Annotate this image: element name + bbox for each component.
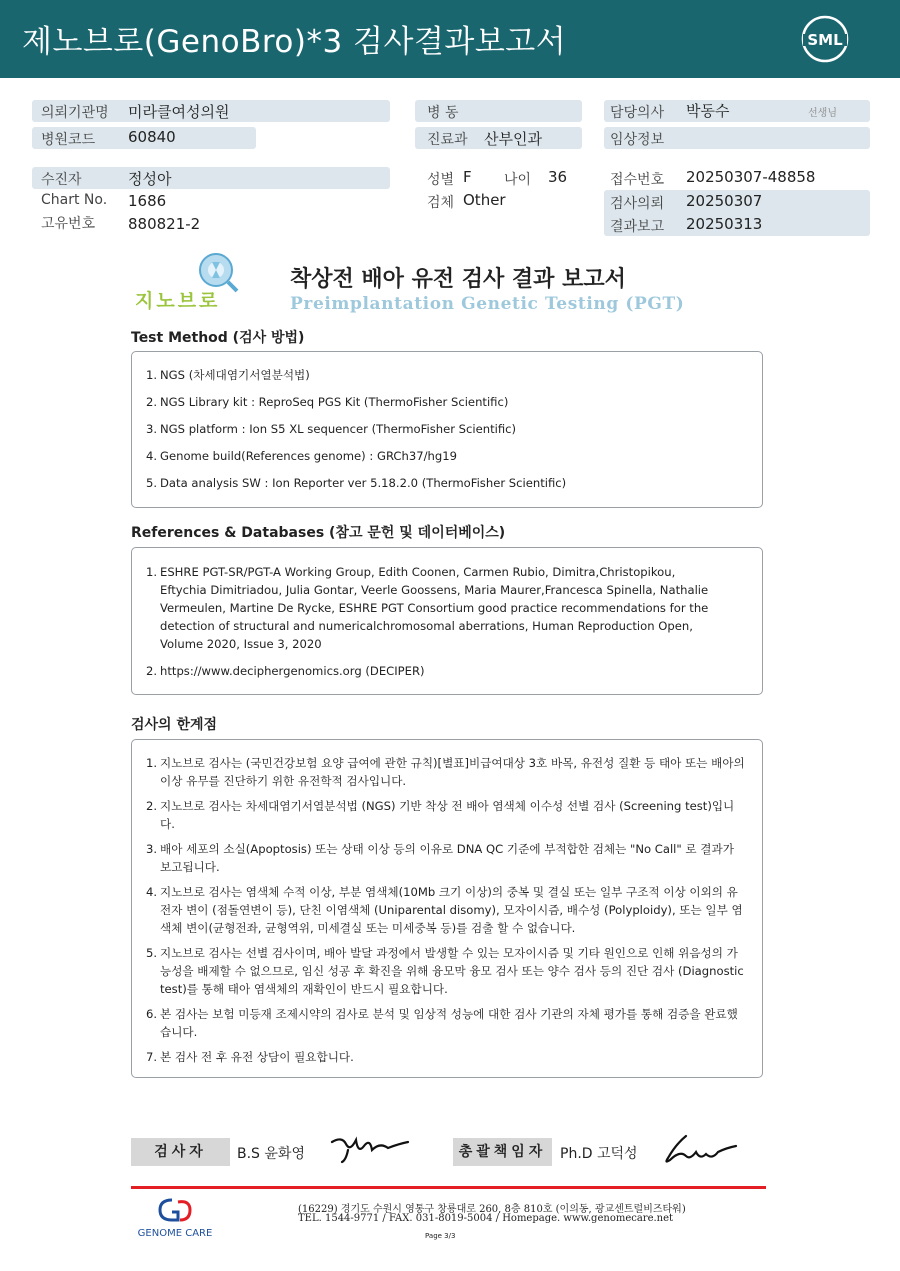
receipt-label: 접수번호: [610, 172, 665, 188]
list-item: 1. ESHRE PGT-SR/PGT-A Working Group, Edith Coonen, Carmen Rubio, Dimitra,Christopikou, Eftychia Dimitriadou, Julia Gontar, Veerle Goossens, Maria Maurer,Francesca Spinella, Nathalie Vermeulen, Martine De Rycke, ESHRE PGT Consortium good practice recommendations for the detection of structural and numericalchromosomal aberrations, Human Reproduction Open, Volume 2020, Issue 3, 2020: [146, 565, 709, 651]
svg-text:GENOME CARE: GENOME CARE: [137, 1228, 213, 1239]
page-number: Page 3/3: [425, 1232, 456, 1240]
specimen-label: 검체: [427, 195, 455, 211]
sml-logo-icon: [800, 14, 850, 64]
sex-label: 성별: [427, 172, 455, 188]
footer-divider: [131, 1186, 766, 1189]
list-item: 7. 본 검사 전 후 유전 상담이 필요합니다.: [146, 1050, 354, 1064]
chart-value: 1686: [128, 192, 167, 210]
dept-label: 진료과: [427, 132, 468, 148]
examiner-label: 검사자: [131, 1138, 230, 1166]
institution-label: 의뢰기관명: [41, 105, 109, 121]
report-header: [0, 0, 900, 78]
list-item: 2. https://www.deciphergenomics.org (DECIPER): [146, 664, 425, 678]
report-title: 착상전 배아 유전 검사 결과 보고서: [290, 267, 626, 292]
list-item: 6. 본 검사는 보험 미등재 조제시약의 검사로 분석 및 임상적 성능에 대한 검사 기관의 자체 평가를 통해 검증을 완료했습니다.: [146, 1007, 738, 1039]
genobro-logo: [133, 250, 248, 316]
method-box: [131, 351, 763, 508]
svg-text:SML: SML: [807, 31, 843, 49]
doctor-suffix: 선생님: [808, 108, 837, 119]
hospital-code-label: 병원코드: [41, 132, 96, 148]
specimen-value: Other: [463, 191, 506, 209]
age-label: 나이: [504, 172, 532, 188]
sex-value: F: [463, 168, 472, 186]
page-title: 제노브로(GenoBro)*3 검사결과보고서: [22, 24, 567, 60]
dept-value: 산부인과: [484, 130, 542, 148]
ward-label: 병 동: [427, 105, 459, 121]
method-heading: Test Method (검사 방법): [131, 330, 305, 346]
director-label: 총괄책임자: [453, 1138, 552, 1166]
age-value: 36: [548, 168, 568, 186]
receipt-value: 20250307-48858: [686, 168, 816, 186]
clinical-label: 임상정보: [610, 132, 665, 148]
list-item: 5. Data analysis SW : Ion Reporter ver 5.18.2.0 (ThermoFisher Scientific): [146, 476, 567, 490]
doctor-value: 박동수: [686, 102, 730, 120]
footer-contact: TEL. 1544-9771 / FAX. 031-8019-5004 / Homepage. www.genomecare.net: [298, 1213, 674, 1224]
list-item: 2. 지노브로 검사는 차세대염기서열분석법 (NGS) 기반 착상 전 배아 염색체 이수성 선별 검사 (Screening test)입니다.: [146, 799, 735, 831]
report-subtitle: Preimplantation Genetic Testing (PGT): [290, 294, 685, 314]
limitations-box: [131, 739, 763, 1078]
result-label: 결과보고: [610, 219, 665, 235]
list-item: 3. NGS platform : Ion S5 XL sequencer (ThermoFisher Scientific): [146, 422, 517, 436]
list-item: 4. Genome build(References genome) : GRCh37/hg19: [146, 449, 457, 463]
examiner-name: B.S 윤화영: [237, 1146, 305, 1162]
patient-label: 수진자: [41, 172, 82, 188]
director-signature-icon: [656, 1130, 740, 1168]
result-value: 20250313: [686, 215, 763, 233]
hospital-code-value: 60840: [128, 128, 176, 146]
institution-value: 미라클여성의원: [128, 103, 230, 121]
request-label: 검사의뢰: [610, 196, 665, 212]
director-name: Ph.D 고덕성: [560, 1146, 638, 1162]
list-item: 2. NGS Library kit : ReproSeq PGS Kit (ThermoFisher Scientific): [146, 395, 509, 409]
patient-value: 정성아: [128, 170, 172, 188]
examiner-signature-icon: [328, 1132, 412, 1166]
limitations-heading: 검사의 한계점: [131, 717, 218, 733]
list-item: 3. 배아 세포의 소실(Apoptosis) 또는 상태 이상 등의 이유로 DNA QC 기준에 부적합한 검체는 "No Call" 로 결과가 보고됩니다.: [146, 842, 734, 874]
request-value: 20250307: [686, 192, 763, 210]
id-label: 고유번호: [41, 216, 96, 232]
list-item: 4. 지노브로 검사는 염색체 수적 이상, 부분 염색체(10Mb 크기 이상)의 중복 및 결실 또는 일부 구조적 이상 이외의 유전자 변이 (점돌연변이 등), 단친 이염색체 (Uniparental disomy), 모자이시즘, 배수성 (Polyploidy), 또는 일부 염색체 변이(균형전좌, 균형역위, 미세결실 또는 미세중복 등)를 검출 할 수 없습니다.: [146, 885, 743, 935]
svg-text:지노브로: 지노브로: [135, 290, 221, 312]
doctor-label: 담당의사: [610, 105, 665, 121]
genome-care-logo: [128, 1196, 223, 1240]
list-item: 5. 지노브로 검사는 선별 검사이며, 배아 발달 과정에서 발생할 수 있는 모자이시즘 및 기타 원인으로 인해 위음성의 가능성을 배제할 수 없으므로, 임신 성공 후 확진을 위해 융모막 융모 검사 또는 양수 검사 등의 진단 검사 (Diagnostic test)를 통해 태아 염색체의 재확인이 반드시 필요합니다.: [146, 946, 744, 996]
chart-label: Chart No.: [41, 192, 108, 208]
id-value: 880821-2: [128, 215, 201, 233]
references-heading: References & Databases (참고 문헌 및 데이터베이스): [131, 525, 506, 541]
list-item: 1. NGS (차세대염기서열분석법): [146, 368, 310, 382]
footer-address: (16229) 경기도 수원시 영통구 창룡대로 260, 8층 810호 (이의동, 광교센트럴비즈타워): [298, 1204, 686, 1215]
references-box: [131, 547, 763, 695]
list-item: 1. 지노브로 검사는 (국민건강보험 요양 급여에 관한 규칙)[별표]비급여대상 3호 바목, 유전성 질환 등 태아 또는 배아의 이상 유무를 진단하기 위한 유전학적 검사입니다.: [146, 756, 745, 788]
